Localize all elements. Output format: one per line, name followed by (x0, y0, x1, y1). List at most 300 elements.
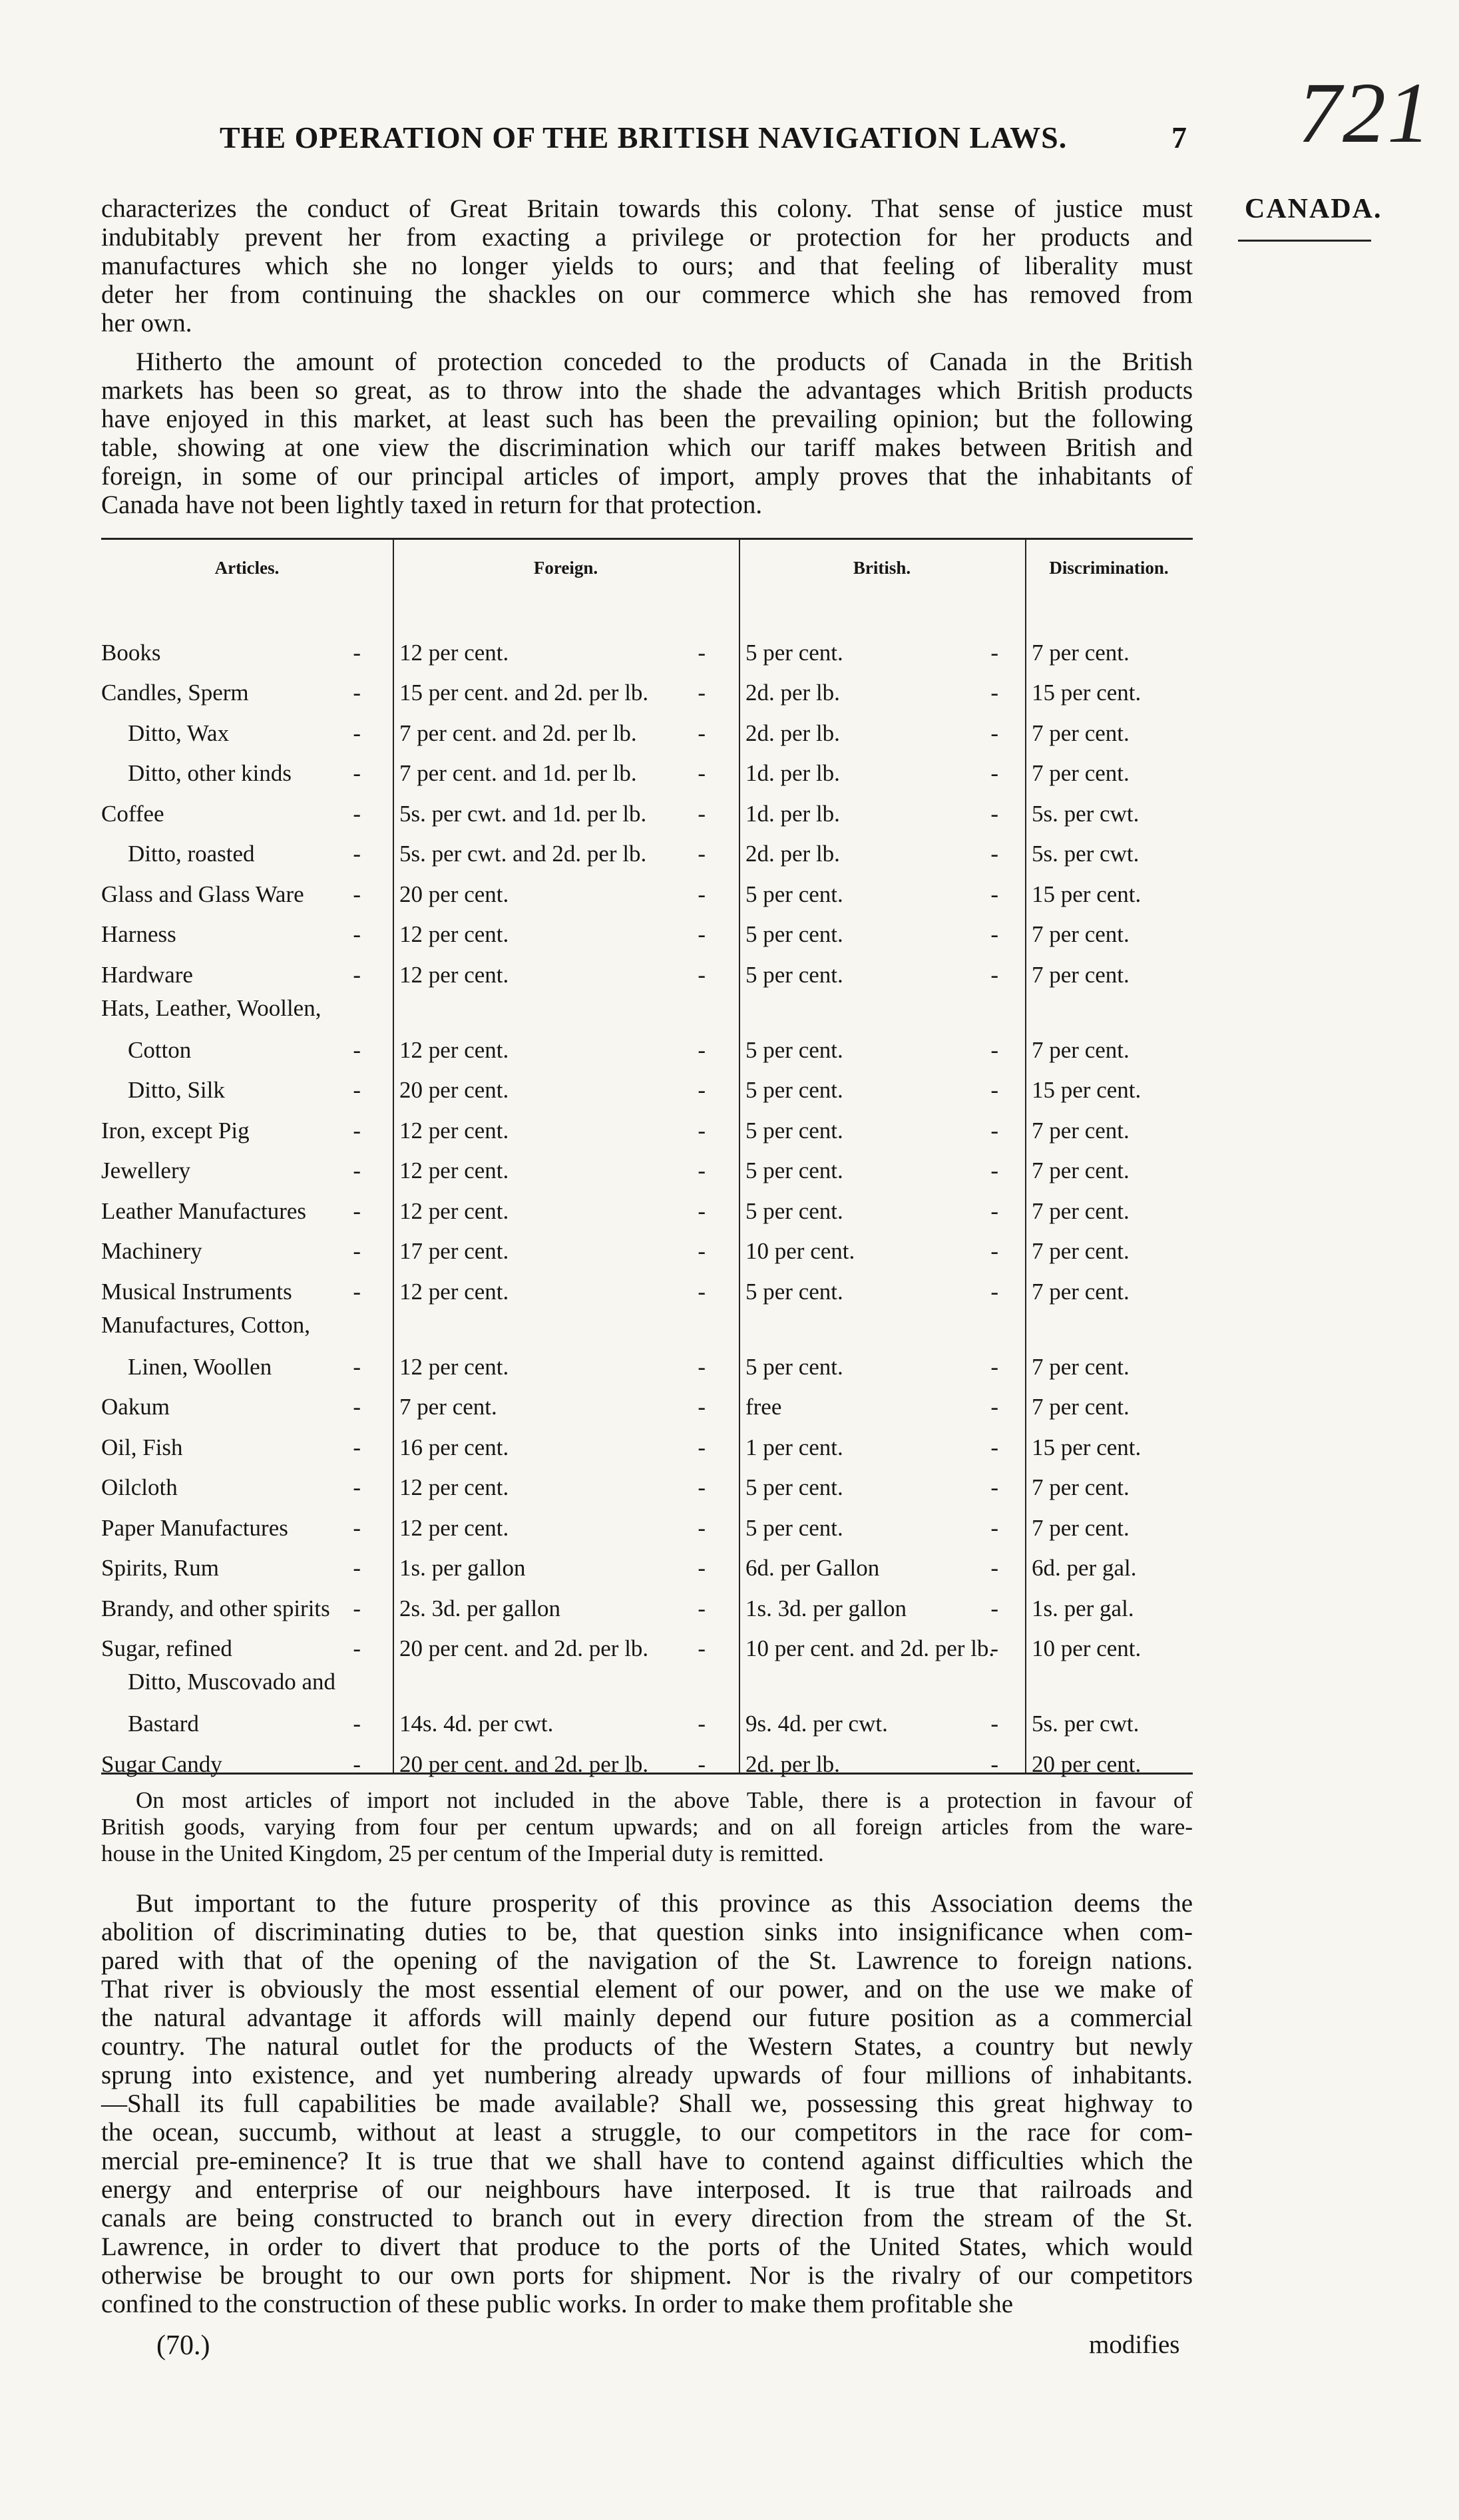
leader-dash: - (353, 1514, 379, 1541)
discrimination-cell (1032, 1505, 1193, 1546)
second-paragraph (101, 347, 1193, 519)
article-text: Harness (101, 921, 176, 947)
article-text: Leather Manufactures (101, 1197, 307, 1224)
foreign-cell (399, 710, 732, 751)
leader-dash: - (353, 800, 379, 827)
british-cell (745, 1188, 1025, 1229)
article-cell (101, 1148, 387, 1189)
article-text: Glass and Glass Ware (101, 881, 304, 907)
text-line: abolition of discriminating duties to be, that question sinks into insignificance when com- (101, 1918, 1193, 1946)
british-cell (745, 1384, 1025, 1425)
discrimination-value: 5s. per cwt. (1032, 1711, 1140, 1737)
table-row (101, 1384, 1193, 1425)
foreign-cell (399, 1505, 732, 1546)
table-row (101, 1068, 1193, 1108)
british-value: 5 per cent. (745, 1117, 843, 1144)
leader-dash: - (990, 1711, 1017, 1737)
foreign-value: 1s. per gallon (399, 1555, 526, 1581)
discrimination-cell (1032, 1424, 1193, 1465)
leader-dash: - (353, 1595, 379, 1621)
discrimination-value: 7 per cent. (1032, 1197, 1130, 1224)
table-row (101, 1465, 1193, 1506)
table-row (101, 871, 1193, 912)
british-cell (745, 670, 1025, 711)
foreign-value: 5s. per cwt. and 2d. per lb. (399, 841, 647, 867)
british-cell (745, 710, 1025, 751)
discrimination-cell (1032, 1148, 1193, 1189)
leader-dash: - (353, 1157, 379, 1183)
article-cell (101, 1108, 387, 1148)
leader-dash: - (698, 1197, 724, 1224)
foreign-cell (399, 912, 732, 952)
british-cell (745, 992, 1025, 1068)
article-text: Linen, Woollen (128, 1353, 272, 1380)
leader-dash: - (353, 760, 379, 786)
discrimination-value: 5s. per cwt. (1032, 841, 1140, 867)
british-cell (745, 1465, 1025, 1506)
british-value: 9s. 4d. per cwt. (745, 1711, 888, 1737)
british-cell (745, 1505, 1025, 1546)
text-line: the ocean, succumb, without at least a struggle, to our competitors in the race for com- (101, 2118, 1193, 2147)
foreign-cell (399, 791, 732, 831)
text-line: the natural advantage it affords will mainly depend our future position as a commercial (101, 2003, 1193, 2032)
leader-dash: - (353, 1238, 379, 1264)
discrimination-value: 7 per cent. (1032, 1394, 1130, 1420)
leader-dash: - (698, 800, 724, 827)
leader-dash: - (698, 1595, 724, 1621)
british-cell (745, 1068, 1025, 1108)
foreign-value: 12 per cent. (399, 1278, 509, 1305)
text-line: canals are being constructed to branch out in every direction from the stream of the St. (101, 2204, 1193, 2232)
article-text: Cotton (128, 1036, 192, 1063)
foreign-cell (399, 1546, 732, 1586)
leader-dash: - (698, 921, 724, 947)
leader-dash: - (990, 1635, 1017, 1661)
discrimination-value: 7 per cent. (1032, 1353, 1130, 1380)
discrimination-cell (1032, 751, 1193, 791)
foreign-value: 7 per cent. and 1d. per lb. (399, 760, 637, 786)
british-value: 5 per cent. (745, 1353, 843, 1380)
text-line: manufactures which she no longer yields to ours; and that feeling of liberality must (101, 252, 1193, 280)
british-cell (745, 751, 1025, 791)
signature-mark: (70.) (156, 2330, 210, 2361)
table-row (101, 992, 1193, 1068)
leader-dash: - (698, 680, 724, 706)
article-cell (101, 630, 387, 670)
british-value: 5 per cent. (745, 961, 843, 988)
british-value: 5 per cent. (745, 1157, 843, 1183)
leader-dash: - (990, 1555, 1017, 1581)
leader-dash: - (990, 1514, 1017, 1541)
table-row (101, 1148, 1193, 1189)
foreign-value: 20 per cent. and 2d. per lb. (399, 1635, 649, 1661)
foreign-value: 7 per cent. and 2d. per lb. (399, 720, 637, 746)
text-line: table, showing at one view the discrimination which our tariff makes between British and (101, 433, 1193, 462)
british-value: 2d. per lb. (745, 680, 840, 706)
leader-dash: - (353, 1036, 379, 1063)
article-cell (101, 1068, 387, 1108)
leader-dash: - (353, 720, 379, 746)
intro-paragraph (101, 194, 1193, 337)
catchword: modifies (1089, 2330, 1180, 2359)
discrimination-cell (1032, 1068, 1193, 1108)
leader-dash: - (353, 1555, 379, 1581)
table-row (101, 1505, 1193, 1546)
foreign-cell (399, 1269, 732, 1309)
article-cell (101, 1229, 387, 1269)
article-text: Ditto, Wax (128, 720, 230, 746)
text-line: —Shall its full capabilities be made available? Shall we, possessing this great highway to (101, 2089, 1193, 2118)
table-row (101, 831, 1193, 872)
article-cell (101, 992, 387, 1068)
discrimination-cell (1032, 952, 1193, 992)
discrimination-cell (1032, 831, 1193, 872)
british-value: 5 per cent. (745, 1514, 843, 1541)
discrimination-cell (1032, 1626, 1193, 1667)
discrimination-cell (1032, 1384, 1193, 1425)
table-row (101, 952, 1193, 992)
leader-dash: - (353, 921, 379, 947)
foreign-value: 12 per cent. (399, 639, 509, 666)
discrimination-value: 7 per cent. (1032, 1157, 1130, 1183)
table-top-rule (101, 538, 1193, 540)
table-row (101, 1546, 1193, 1586)
leader-dash: - (698, 1394, 724, 1420)
table-row (101, 630, 1193, 670)
discrimination-value: 15 per cent. (1032, 1077, 1142, 1103)
foreign-cell (399, 1741, 732, 1782)
table-bottom-rule (101, 1773, 1193, 1775)
article-cell (101, 1465, 387, 1506)
discrimination-cell (1032, 1188, 1193, 1229)
article-text: Hardware (101, 961, 193, 988)
leader-dash: - (698, 1711, 724, 1737)
article-cell (101, 1666, 387, 1741)
discrimination-value: 15 per cent. (1032, 1434, 1142, 1460)
text-line: That river is obviously the most essential element of our power, and on the use we make of (101, 1975, 1193, 2003)
foreign-value: 20 per cent. and 2d. per lb. (399, 1751, 649, 1777)
table-row (101, 670, 1193, 711)
leader-dash: - (698, 1751, 724, 1777)
british-value: 1 per cent. (745, 1434, 843, 1460)
discrimination-value: 7 per cent. (1032, 639, 1130, 666)
leader-dash: - (990, 720, 1017, 746)
table-row (101, 1585, 1193, 1626)
discrimination-value: 7 per cent. (1032, 961, 1130, 988)
article-text: Sugar, refined (101, 1635, 232, 1661)
british-value: 1d. per lb. (745, 760, 840, 786)
leader-dash: - (990, 1238, 1017, 1264)
article-text: Ditto, roasted (128, 841, 255, 867)
leader-dash: - (990, 1036, 1017, 1063)
leader-dash: - (990, 1474, 1017, 1500)
leader-dash: - (698, 1434, 724, 1460)
article-cell (101, 871, 387, 912)
british-cell (745, 1148, 1025, 1189)
text-line: foreign, in some of our principal articles of import, amply proves that the inhabitants of (101, 462, 1193, 491)
foreign-cell (399, 992, 732, 1068)
margin-label: CANADA. (1245, 194, 1382, 224)
article-cell (101, 952, 387, 992)
leader-dash: - (698, 961, 724, 988)
column-header-articles: Articles. (214, 558, 280, 578)
article-text: Brandy, and other spirits (101, 1595, 330, 1621)
foreign-value: 12 per cent. (399, 1353, 509, 1380)
foreign-cell (399, 1148, 732, 1189)
british-value: 1s. 3d. per gallon (745, 1595, 907, 1621)
british-value: 5 per cent. (745, 1036, 843, 1063)
leader-dash: - (698, 1474, 724, 1500)
foreign-value: 12 per cent. (399, 961, 509, 988)
text-line: Hitherto the amount of protection conceded to the products of Canada in the British (136, 347, 1193, 376)
discrimination-value: 7 per cent. (1032, 921, 1130, 947)
text-line: But important to the future prosperity of this province as this Association deems the (136, 1889, 1193, 1918)
article-cell (101, 751, 387, 791)
discrimination-value: 7 per cent. (1032, 1036, 1130, 1063)
foreign-cell (399, 1309, 732, 1384)
leader-dash: - (990, 841, 1017, 867)
discrimination-cell (1032, 912, 1193, 952)
british-cell (745, 1546, 1025, 1586)
article-text: Candles, Sperm (101, 680, 249, 706)
leader-dash: - (353, 680, 379, 706)
leader-dash: - (698, 639, 724, 666)
foreign-value: 7 per cent. (399, 1394, 497, 1420)
foreign-value: 15 per cent. and 2d. per lb. (399, 680, 649, 706)
foreign-cell (399, 670, 732, 711)
text-line: her own. (101, 309, 192, 337)
article-text: Coffee (101, 800, 164, 827)
discrimination-cell (1032, 670, 1193, 711)
leader-dash: - (990, 1353, 1017, 1380)
leader-dash: - (990, 961, 1017, 988)
text-line: Canada have not been lightly taxed in return for that protection. (101, 491, 763, 519)
discrimination-value: 7 per cent. (1032, 1514, 1130, 1541)
british-cell (745, 1666, 1025, 1741)
discrimination-cell (1032, 791, 1193, 831)
british-value: 6d. per Gallon (745, 1555, 880, 1581)
british-value: 5 per cent. (745, 639, 843, 666)
british-cell (745, 1424, 1025, 1465)
note-line: On most articles of import not included in the above Table, there is a protection in favour of (136, 1787, 1193, 1813)
discrimination-cell (1032, 1108, 1193, 1148)
note-line: British goods, varying from four per centum upwards; and on all foreign articles from the ware- (101, 1814, 1193, 1840)
discrimination-value: 7 per cent. (1032, 1117, 1130, 1144)
foreign-cell (399, 871, 732, 912)
leader-dash: - (698, 1635, 724, 1661)
leader-dash: - (990, 921, 1017, 947)
table-row (101, 791, 1193, 831)
leader-dash: - (353, 1117, 379, 1144)
article-text: Ditto, Muscovado and (128, 1669, 336, 1695)
foreign-cell (399, 831, 732, 872)
foreign-cell (399, 1384, 732, 1425)
leader-dash: - (353, 639, 379, 666)
text-line: characterizes the conduct of Great Britain towards this colony. That sense of justice must (101, 194, 1193, 223)
leader-dash: - (698, 1514, 724, 1541)
leader-dash: - (353, 881, 379, 907)
discrimination-value: 7 per cent. (1032, 720, 1130, 746)
leader-dash: - (990, 1197, 1017, 1224)
leader-dash: - (990, 1394, 1017, 1420)
british-cell (745, 871, 1025, 912)
discrimination-value: 5s. per cwt. (1032, 800, 1140, 827)
table-row (101, 751, 1193, 791)
article-cell (101, 1424, 387, 1465)
british-cell (745, 1585, 1025, 1626)
british-cell (745, 1309, 1025, 1384)
leader-dash: - (698, 1353, 724, 1380)
foreign-cell (399, 1229, 732, 1269)
article-text: Books (101, 639, 161, 666)
leader-dash: - (698, 1278, 724, 1305)
leader-dash: - (353, 961, 379, 988)
discrimination-value: 7 per cent. (1032, 1474, 1130, 1500)
handwritten-folio-number: 721 (1298, 65, 1432, 161)
discrimination-cell (1032, 1585, 1193, 1626)
leader-dash: - (353, 841, 379, 867)
leader-dash: - (353, 1278, 379, 1305)
leader-dash: - (990, 760, 1017, 786)
text-line: confined to the construction of these public works. In order to make them profitable she (101, 2290, 1014, 2318)
foreign-cell (399, 1465, 732, 1506)
article-cell (101, 710, 387, 751)
leader-dash: - (990, 1751, 1017, 1777)
foreign-value: 12 per cent. (399, 1474, 509, 1500)
foreign-cell (399, 751, 732, 791)
page-number: 7 (1171, 120, 1187, 154)
article-cell (101, 1741, 387, 1782)
article-text: Hats, Leather, Woollen, (101, 994, 321, 1021)
foreign-value: 12 per cent. (399, 1514, 509, 1541)
discrimination-value: 10 per cent. (1032, 1635, 1142, 1661)
article-text: Bastard (128, 1711, 199, 1737)
foreign-value: 14s. 4d. per cwt. (399, 1711, 554, 1737)
discrimination-cell (1032, 710, 1193, 751)
table-row (101, 1188, 1193, 1229)
leader-dash: - (990, 1157, 1017, 1183)
article-text: Musical Instruments (101, 1278, 292, 1305)
foreign-value: 17 per cent. (399, 1238, 509, 1264)
british-value: 2d. per lb. (745, 1751, 840, 1777)
leader-dash: - (698, 881, 724, 907)
leader-dash: - (698, 841, 724, 867)
foreign-value: 12 per cent. (399, 1157, 509, 1183)
article-cell (101, 1384, 387, 1425)
british-value: 5 per cent. (745, 1474, 843, 1500)
foreign-value: 12 per cent. (399, 1117, 509, 1144)
article-cell (101, 1546, 387, 1586)
text-line: indubitably prevent her from exacting a privilege or protection for her products and (101, 223, 1193, 252)
foreign-value: 20 per cent. (399, 881, 509, 907)
british-value: 10 per cent. (745, 1238, 855, 1264)
table-row (101, 1108, 1193, 1148)
leader-dash: - (353, 1394, 379, 1420)
table-row (101, 1666, 1193, 1741)
article-cell (101, 1188, 387, 1229)
british-cell (745, 630, 1025, 670)
column-header-discrimination: Discrimination. (1049, 558, 1169, 578)
foreign-value: 12 per cent. (399, 921, 509, 947)
article-cell (101, 1309, 387, 1384)
text-line: mercial pre-eminence? It is true that we shall have to contend against difficulties which the (101, 2147, 1193, 2175)
foreign-cell (399, 1626, 732, 1667)
discrimination-value: 7 per cent. (1032, 760, 1130, 786)
page-title: THE OPERATION OF THE BRITISH NAVIGATION LAWS. (220, 120, 1068, 154)
leader-dash: - (990, 680, 1017, 706)
table-row (101, 1741, 1193, 1782)
article-text: Ditto, Silk (128, 1077, 225, 1103)
discrimination-cell (1032, 1309, 1193, 1384)
leader-dash: - (990, 1278, 1017, 1305)
article-cell (101, 912, 387, 952)
leader-dash: - (353, 1751, 379, 1777)
british-cell (745, 912, 1025, 952)
article-cell (101, 1585, 387, 1626)
british-value: 5 per cent. (745, 1077, 843, 1103)
article-text: Paper Manufactures (101, 1514, 288, 1541)
foreign-cell (399, 1585, 732, 1626)
article-text: Jewellery (101, 1157, 191, 1183)
foreign-cell (399, 1424, 732, 1465)
text-line: markets has been so great, as to throw into the shade the advantages which British products (101, 376, 1193, 405)
article-text: Oil, Fish (101, 1434, 183, 1460)
british-value: 5 per cent. (745, 1278, 843, 1305)
foreign-cell (399, 630, 732, 670)
discrimination-cell (1032, 1546, 1193, 1586)
table-row (101, 710, 1193, 751)
article-text: Sugar Candy (101, 1751, 222, 1777)
discrimination-cell (1032, 1666, 1193, 1741)
text-line: Lawrence, in order to divert that produce to the ports of the United States, which would (101, 2232, 1193, 2261)
leader-dash: - (990, 800, 1017, 827)
discrimination-value: 7 per cent. (1032, 1278, 1130, 1305)
leader-dash: - (990, 1595, 1017, 1621)
british-cell (745, 1108, 1025, 1148)
table-body (101, 630, 1193, 1782)
article-cell (101, 831, 387, 872)
table-row (101, 1309, 1193, 1384)
article-cell (101, 791, 387, 831)
article-text: Manufactures, Cotton, (101, 1311, 310, 1338)
table-row (101, 1626, 1193, 1667)
text-line: country. The natural outlet for the products of the Western States, a country but newly (101, 2032, 1193, 2061)
leader-dash: - (698, 1157, 724, 1183)
leader-dash: - (353, 1474, 379, 1500)
table-footnote (101, 1787, 1193, 1867)
table-row (101, 1229, 1193, 1269)
leader-dash: - (990, 639, 1017, 666)
foreign-cell (399, 1068, 732, 1108)
discrimination-value: 1s. per gal. (1032, 1595, 1134, 1621)
table-row (101, 912, 1193, 952)
discrimination-cell (1032, 1269, 1193, 1309)
foreign-cell (399, 1108, 732, 1148)
discrimination-value: 15 per cent. (1032, 680, 1142, 706)
discrimination-cell (1032, 992, 1193, 1068)
leader-dash: - (353, 1635, 379, 1661)
british-value: free (745, 1394, 782, 1420)
british-value: 10 per cent. and 2d. per lb. (745, 1635, 995, 1661)
article-text: Oilcloth (101, 1474, 178, 1500)
british-value: 5 per cent. (745, 881, 843, 907)
article-text: Spirits, Rum (101, 1555, 219, 1581)
article-text: Iron, except Pig (101, 1117, 250, 1144)
text-line: otherwise be brought to our own ports for shipment. Nor is the rivalry of our competitors (101, 2261, 1193, 2290)
leader-dash: - (990, 1434, 1017, 1460)
foreign-cell (399, 1666, 732, 1741)
table-row (101, 1269, 1193, 1309)
